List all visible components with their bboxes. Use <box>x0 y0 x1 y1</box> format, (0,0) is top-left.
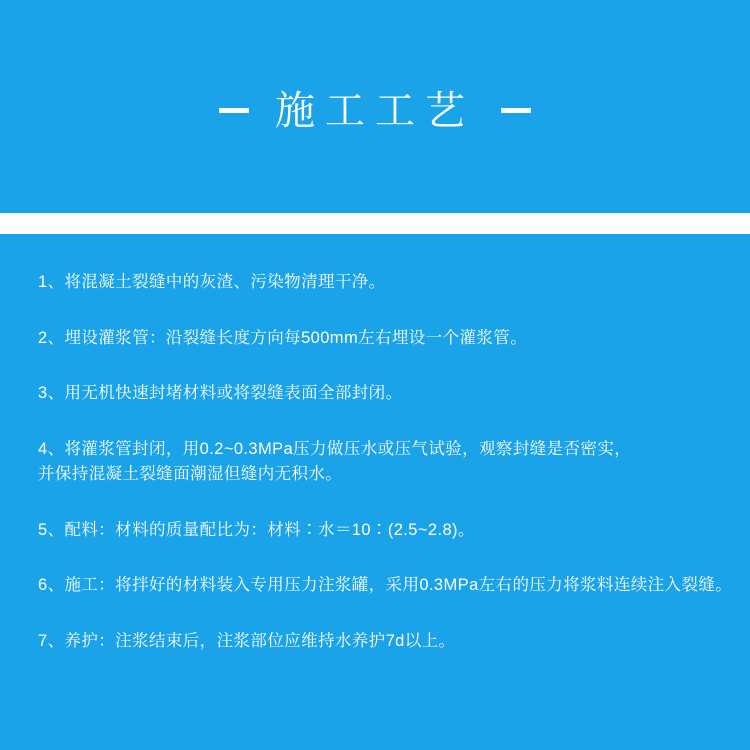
title-band <box>0 0 750 213</box>
step-item <box>38 326 716 352</box>
step-line: 6、施工：将拌好的材料装入专用压力注浆罐，采用0.3MPa左右的压力将浆料连续注入裂缝。 <box>38 576 733 595</box>
step-line: 2、埋设灌浆管：沿裂缝长度方向每500mm左右埋设一个灌浆管。 <box>38 328 528 347</box>
step-line: 并保持混凝土裂缝面潮湿但缝内无积水。 <box>38 465 343 484</box>
band-divider <box>0 213 750 234</box>
page-title: 施工工艺 <box>275 88 475 133</box>
step-item <box>38 437 716 488</box>
step-item <box>38 518 716 544</box>
title-wrap <box>219 88 531 133</box>
step-line: 5、配料：材料的质量配比为：材料∶水＝10∶(2.5~2.8)。 <box>38 520 475 539</box>
step-line: 4、将灌浆管封闭，用0.2~0.3MPa压力做压水或压气试验，观察封缝是否密实， <box>38 439 632 458</box>
step-item <box>38 629 716 655</box>
step-line: 3、用无机快速封堵材料或将裂缝表面全部封闭。 <box>38 384 403 403</box>
dash-left-icon <box>219 108 249 113</box>
dash-right-icon <box>501 108 531 113</box>
step-item <box>38 381 716 407</box>
step-line: 1、将混凝土裂缝中的灰渣、污染物清理干净。 <box>38 273 386 291</box>
step-item <box>38 573 733 599</box>
step-line: 7、养护：注浆结束后，注浆部位应维持水养护7d以上。 <box>38 631 456 650</box>
step-item <box>38 270 716 296</box>
steps-band <box>0 234 750 750</box>
